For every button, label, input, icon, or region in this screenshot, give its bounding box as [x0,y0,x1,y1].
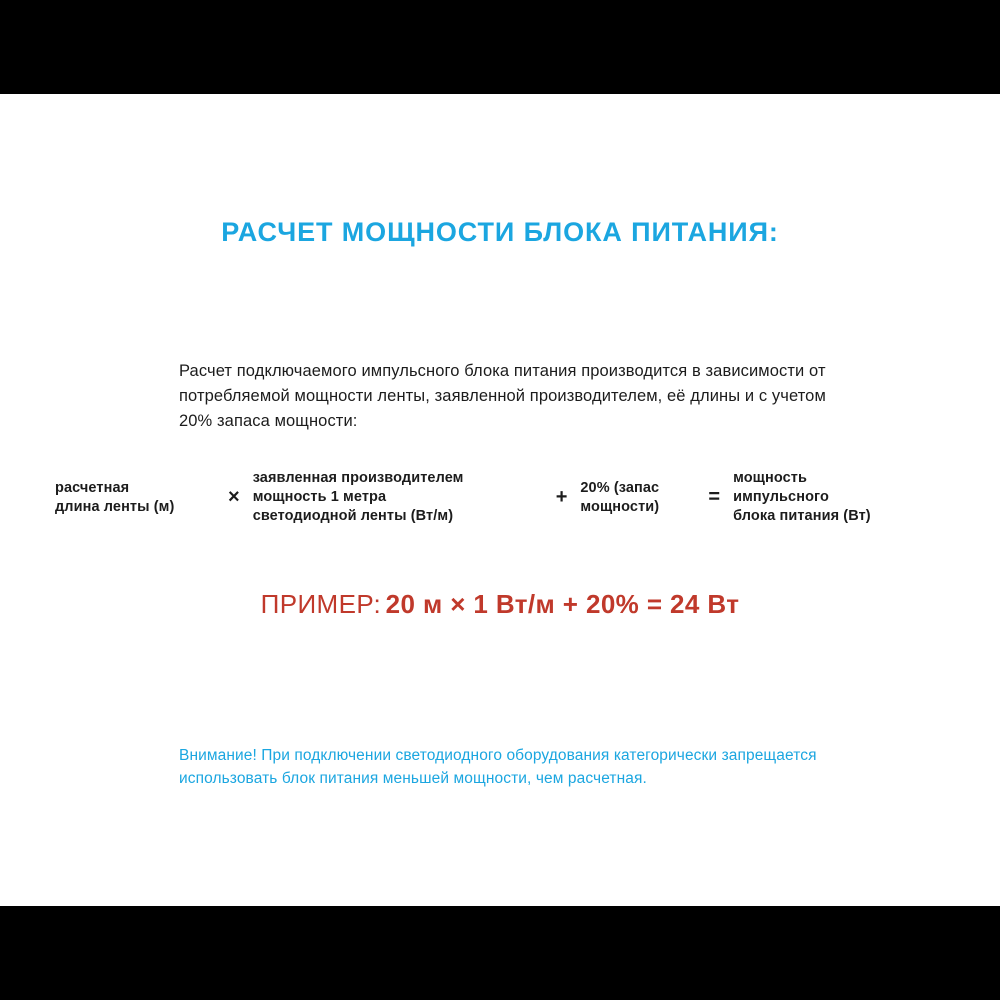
formula-term-power-per-meter: заявленная производителем мощность 1 метра светодиодной ленты (Вт/м) [252,470,464,524]
formula-operator-plus: + [555,486,568,508]
formula-term-length: расчетная длина ленты (м) [55,479,175,515]
formula-operator-equals: = [708,486,721,508]
example-label: ПРИМЕР: [260,589,382,619]
example-expression: 20 м × 1 Вт/м + 20% = 24 Вт [385,589,740,619]
slide-canvas [0,94,1000,906]
intro-paragraph: Расчет подключаемого импульсного блока питания производится в зависимости от потребляемой мощности ленты, заявленной производителем, её длины и с учетом 20% запаса мощности: [179,361,826,430]
formula-row [55,469,955,526]
formula-term-reserve: 20% (запас мощности) [580,479,660,515]
warning-note: Внимание! При подключении светодиодного оборудования категорически запрещается использовать блок питания меньшей мощности, чем расчетная. [179,746,817,787]
example-line [0,589,1000,620]
page-title: РАСЧЕТ МОЩНОСТИ БЛОКА ПИТАНИЯ: [221,217,779,248]
letterbox-top [0,0,1000,94]
formula-term-result: мощность импульсного блока питания (Вт) [733,470,871,524]
letterbox-bottom [0,906,1000,1000]
formula-operator-multiply: × [228,486,240,508]
